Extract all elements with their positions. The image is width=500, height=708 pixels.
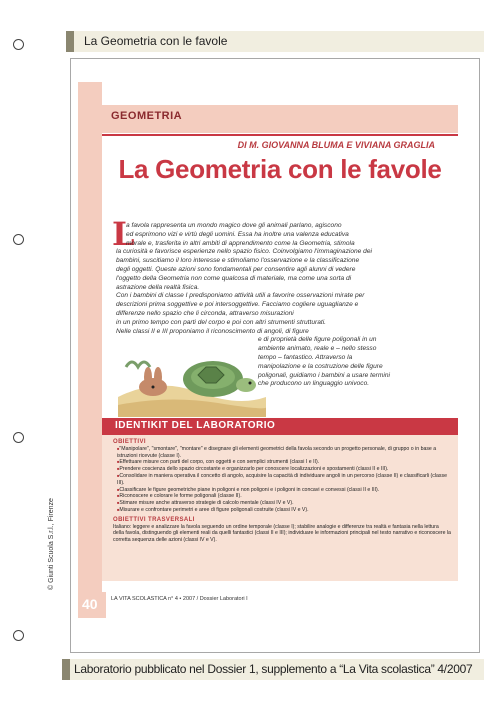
header-bar	[66, 31, 484, 52]
objective-item: ■ Misurare e confrontare perimetri e aree di figure poligonali costruite (classi IV e V).	[117, 507, 451, 514]
intro-line: morale e, trasferita in altri ambiti di apprendimento come la Geometria, stimola	[126, 239, 355, 247]
objectives-heading: OBIETTIVI	[113, 439, 146, 445]
article-title: La Geometria con le favole	[118, 154, 442, 184]
lab-title: IDENTIKIT DEL LABORATORIO	[115, 420, 276, 431]
lab-content	[113, 438, 451, 544]
intro-line: in un primo tempo con parti del corpo e poi con altri strumenti strutturati.	[116, 318, 326, 326]
intro-line: ed esprimono vizi e virtù degli uomini. Essa ha inoltre una valenza educativa	[126, 230, 349, 238]
binder-hole	[13, 432, 24, 443]
intro-line: la curiosità e favorisce esperienze nello spazio fisico. Coinvolgiamo l'immaginazione dei	[116, 248, 372, 256]
intro-line: tempo – fantastico. Attraverso la	[258, 353, 353, 361]
objective-item: ■ Effettuare misure con parti del corpo, con oggetti e con semplici strumenti (classi I e II).	[117, 459, 451, 466]
intro-line: bambini, suscitiamo il loro interesse e stimoliamo l'osservazione e la classificazione	[116, 257, 360, 265]
intro-line: descrizioni prima soggettive e poi intersoggettive. Facciamo cogliere uguaglianze e	[116, 301, 359, 309]
binder-hole	[13, 630, 24, 641]
intro-line: a favola rappresenta un mondo magico dove gli animali parlano, agiscono	[126, 222, 342, 229]
drop-cap: L	[112, 215, 135, 253]
cross-heading: OBIETTIVI TRASVERSALI	[113, 516, 195, 523]
objective-item: ■ Consolidare in maniera operativa il concetto di angolo, acquisire la capacità di individuare angoli in un percorso (classe II) e classificarli (classe III).	[117, 473, 451, 487]
objective-item: ■ "Manipolare", "smontare", "montare" e disegnare gli elementi geometrici della favola secondo un progetto personale, di gruppo o in base a istruzioni ricevute (classe I).	[117, 446, 451, 460]
objective-item: ■ Riconoscere e colorare le forme poligonali (classe II).	[117, 493, 451, 500]
intro-line: Nelle classi II e III proponiamo il riconoscimento di angoli, di figure	[116, 327, 309, 335]
objective-item: ■ Classificare le figure geometriche piane in poligoni e non poligoni e i poligoni in concavi e convessi (classi II e III).	[117, 487, 451, 494]
side-band	[78, 82, 102, 606]
intro-line: differenze nello spazio che li circonda, attraverso misurazioni	[116, 309, 294, 317]
header-title: La Geometria con le favole	[84, 34, 228, 48]
article-authors: DI M. GIOVANNA BLUMA E VIVIANA GRAGLIA	[237, 140, 435, 150]
objective-item: ■ Prendere coscienza dello spazio circostante e organizzarlo per conoscere localizzazioni e spostamenti (classi II e III).	[117, 466, 451, 473]
turtle-illustration	[118, 337, 266, 417]
intro-line: poligonali, guidiamo i bambini a usare termini	[258, 371, 390, 379]
objectives-list	[113, 446, 451, 514]
copyright-notice: © Giunti Scuola S.r.l., Firenze	[48, 498, 55, 590]
intro-line: manipolazione e la costruzione delle figure	[258, 362, 383, 370]
intro-line: e di proprietà delle figure poligonali in un	[258, 336, 377, 344]
intro-line: che producono un linguaggio univoco.	[258, 380, 370, 388]
intro-line: astrazione della realtà fisica.	[116, 283, 200, 291]
objective-item: ■ Stimare misure anche attraverso strategie di calcolo mentale (classi IV e V).	[117, 500, 451, 507]
lab-header	[102, 418, 458, 435]
cross-text: Italiano: leggere e analizzare la favola seguendo un ordine temporale (classe I); stabilire analogie e differenze tra realtà e fantasia nella lettura della favola, distinguendo gli elementi reali da quelli fantastici (classi II e III); individuare le informazioni principali nel testo narrativo e riconoscere la corretta sequenza delle azioni (classi IV e V).	[113, 523, 451, 544]
intro-line: degli oggetti. Queste azioni sono fondamentali per consentire agli alunni di vedere	[116, 265, 356, 273]
binder-hole	[13, 234, 24, 245]
binder-hole	[13, 39, 24, 50]
footer-bar	[62, 659, 484, 680]
intro-line: l'oggetto della Geometria non come qualcosa di materiale, ma come una sorta di	[116, 274, 352, 282]
footer-bar-text: Laboratorio pubblicato nel Dossier 1, supplemento a “La Vita scolastica” 4/2007	[74, 662, 473, 676]
intro-line: ambiente animato, reale e – nello stesso	[258, 345, 377, 353]
page-number: 40	[82, 596, 98, 612]
intro-line: Con i bambini di classe I predisponiamo attività utili a favorire osservazioni mirate per	[116, 292, 365, 300]
magazine-footer: LA VITA SCOLASTICA n° 4 • 2007 / Dossier Laboratori I	[111, 596, 248, 602]
section-label: GEOMETRIA	[111, 110, 183, 122]
